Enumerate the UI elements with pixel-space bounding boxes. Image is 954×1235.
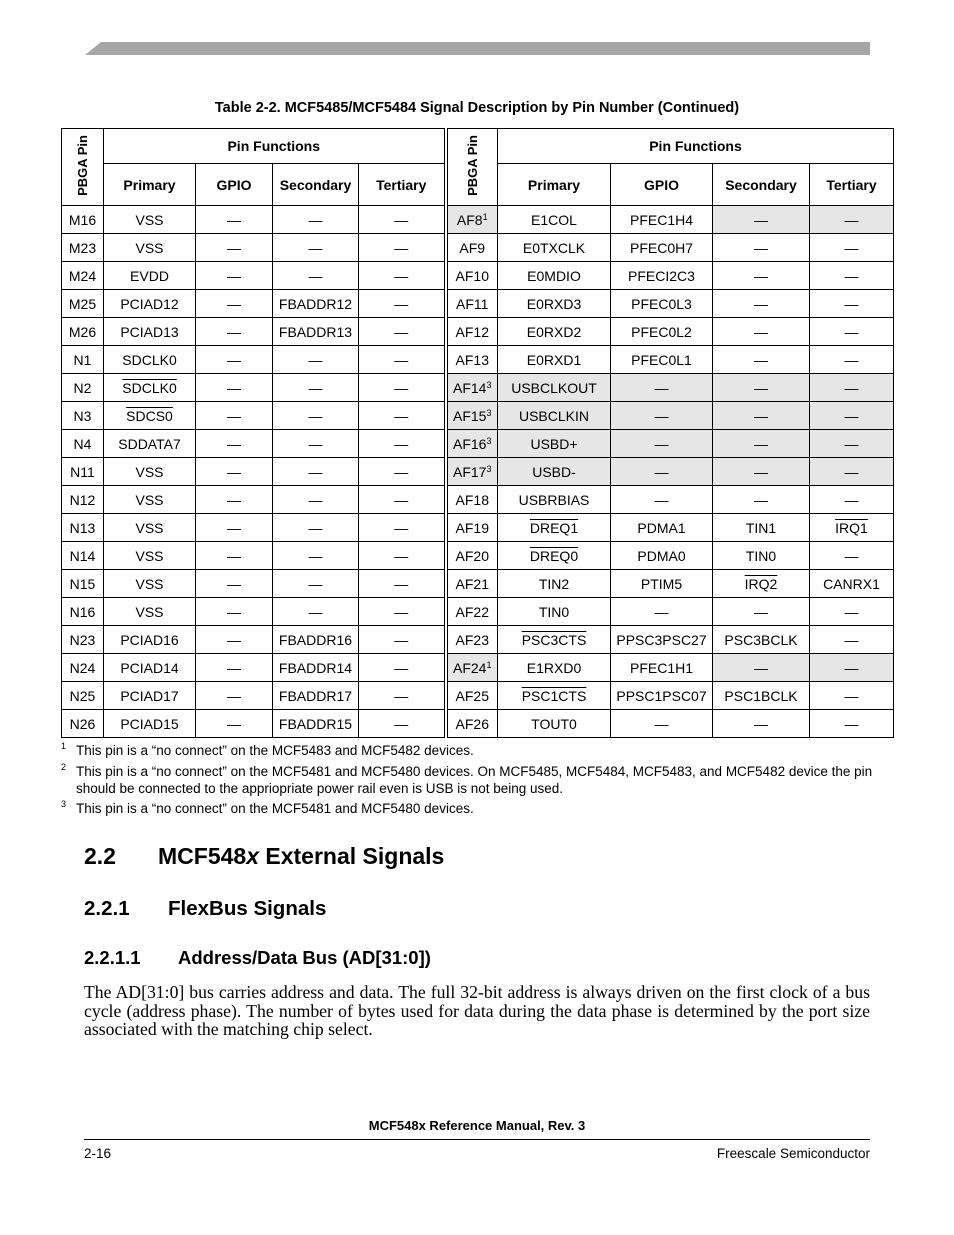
cell-left-pin: N25 — [62, 682, 104, 710]
col-secondary-left: Secondary — [273, 164, 359, 206]
cell-left-pin: N14 — [62, 542, 104, 570]
cell-left-tertiary: — — [359, 374, 446, 402]
subsection-heading: 2.2.1 FlexBus Signals — [84, 897, 327, 920]
cell-left-secondary: FBADDR15 — [273, 710, 359, 738]
table-row — [62, 626, 894, 654]
cell-right-secondary: — — [713, 458, 810, 486]
table-row — [62, 318, 894, 346]
cell-right-gpio: PFECI2C3 — [611, 262, 713, 290]
cell-left-primary: VSS — [104, 542, 196, 570]
cell-left-gpio: — — [196, 374, 273, 402]
cell-right-primary: E0RXD1 — [498, 346, 611, 374]
cell-left-primary: VSS — [104, 570, 196, 598]
cell-left-gpio: — — [196, 570, 273, 598]
cell-right-gpio: PPSC3PSC27 — [611, 626, 713, 654]
cell-right-gpio: PPSC1PSC07 — [611, 682, 713, 710]
cell-left-secondary: FBADDR14 — [273, 654, 359, 682]
cell-left-gpio: — — [196, 346, 273, 374]
cell-right-pin: AF19 — [446, 514, 498, 542]
cell-left-secondary: — — [273, 570, 359, 598]
cell-left-tertiary: — — [359, 262, 446, 290]
cell-right-gpio: PFEC1H4 — [611, 206, 713, 234]
cell-right-pin: AF12 — [446, 318, 498, 346]
cell-left-gpio: — — [196, 514, 273, 542]
cell-left-pin: M25 — [62, 290, 104, 318]
cell-right-primary: E0RXD2 — [498, 318, 611, 346]
table-row — [62, 654, 894, 682]
cell-left-pin: M24 — [62, 262, 104, 290]
cell-left-tertiary: — — [359, 626, 446, 654]
cell-left-gpio: — — [196, 318, 273, 346]
cell-right-tertiary: — — [810, 682, 894, 710]
cell-right-pin: AF20 — [446, 542, 498, 570]
cell-right-primary: E0TXCLK — [498, 234, 611, 262]
cell-left-primary: PCIAD17 — [104, 682, 196, 710]
cell-right-gpio: PFEC0L3 — [611, 290, 713, 318]
cell-left-primary: PCIAD15 — [104, 710, 196, 738]
col-tertiary-left: Tertiary — [359, 164, 446, 206]
footnote-1: 1 This pin is a “no connect” on the MCF5483 and MCF5482 devices. — [61, 741, 474, 758]
cell-right-secondary: PSC3BCLK — [713, 626, 810, 654]
cell-left-tertiary: — — [359, 318, 446, 346]
cell-left-secondary: — — [273, 514, 359, 542]
table-row — [62, 542, 894, 570]
cell-right-primary: USBCLKOUT — [498, 374, 611, 402]
cell-left-tertiary: — — [359, 598, 446, 626]
cell-right-secondary: — — [713, 346, 810, 374]
cell-right-pin: $AF14^3$ — [446, 374, 498, 402]
cell-right-gpio: PFEC1H1 — [611, 654, 713, 682]
cell-right-pin: $AF24^1$ — [446, 654, 498, 682]
cell-left-tertiary: — — [359, 290, 446, 318]
cell-right-primary: USBCLKIN — [498, 402, 611, 430]
cell-left-pin: N1 — [62, 346, 104, 374]
cell-left-primary: PCIAD12 — [104, 290, 196, 318]
cell-left-secondary: — — [273, 458, 359, 486]
cell-right-pin: $AF8^1$ — [446, 206, 498, 234]
cell-right-pin: $AF16^3$ — [446, 430, 498, 458]
col-gpio-left: GPIO — [196, 164, 273, 206]
cell-left-pin: M26 — [62, 318, 104, 346]
cell-left-secondary: FBADDR16 — [273, 626, 359, 654]
cell-left-tertiary: — — [359, 458, 446, 486]
cell-left-secondary: — — [273, 542, 359, 570]
cell-left-pin: N24 — [62, 654, 104, 682]
cell-left-tertiary: — — [359, 234, 446, 262]
cell-right-pin: AF25 — [446, 682, 498, 710]
cell-left-tertiary: — — [359, 654, 446, 682]
cell-left-pin: N3 — [62, 402, 104, 430]
cell-left-gpio: — — [196, 486, 273, 514]
cell-right-tertiary: — — [810, 234, 894, 262]
footer-title: MCF548x Reference Manual, Rev. 3 — [368, 1118, 586, 1133]
cell-right-pin: $AF15^3$ — [446, 402, 498, 430]
table-row — [62, 374, 894, 402]
cell-left-pin: N4 — [62, 430, 104, 458]
cell-right-primary: USBRBIAS — [498, 486, 611, 514]
cell-right-primary: TIN0 — [498, 598, 611, 626]
cell-right-secondary: — — [713, 234, 810, 262]
cell-right-tertiary: — — [810, 346, 894, 374]
cell-left-gpio: — — [196, 458, 273, 486]
cell-right-tertiary: — — [810, 458, 894, 486]
cell-right-secondary: — — [713, 654, 810, 682]
cell-left-secondary: — — [273, 374, 359, 402]
cell-right-secondary: — — [713, 262, 810, 290]
cell-right-tertiary: — — [810, 710, 894, 738]
cell-left-primary: SDDATA7 — [104, 430, 196, 458]
cell-right-primary: E0MDIO — [498, 262, 611, 290]
cell-right-pin: AF21 — [446, 570, 498, 598]
cell-right-pin: AF11 — [446, 290, 498, 318]
cell-right-primary: E1COL — [498, 206, 611, 234]
cell-right-primary: E1RXD0 — [498, 654, 611, 682]
table-row — [62, 598, 894, 626]
cell-right-gpio: PDMA0 — [611, 542, 713, 570]
table-row — [62, 234, 894, 262]
cell-left-gpio: — — [196, 234, 273, 262]
cell-right-secondary: — — [713, 430, 810, 458]
cell-left-tertiary: — — [359, 206, 446, 234]
cell-right-tertiary: — — [810, 318, 894, 346]
cell-right-secondary: — — [713, 486, 810, 514]
cell-right-secondary: TIN1 — [713, 514, 810, 542]
cell-right-gpio: PFEC0L1 — [611, 346, 713, 374]
cell-left-gpio: — — [196, 710, 273, 738]
cell-left-secondary: — — [273, 430, 359, 458]
cell-left-pin: N23 — [62, 626, 104, 654]
cell-left-secondary: FBADDR13 — [273, 318, 359, 346]
cell-right-gpio: PFEC0H7 — [611, 234, 713, 262]
table-row — [62, 570, 894, 598]
cell-right-pin: AF23 — [446, 626, 498, 654]
cell-right-primary: DREQ0 — [498, 542, 611, 570]
cell-left-tertiary: — — [359, 346, 446, 374]
cell-left-secondary: FBADDR12 — [273, 290, 359, 318]
cell-left-gpio: — — [196, 542, 273, 570]
cell-right-primary: TIN2 — [498, 570, 611, 598]
cell-left-gpio: — — [196, 402, 273, 430]
cell-left-tertiary: — — [359, 514, 446, 542]
cell-left-primary: PCIAD13 — [104, 318, 196, 346]
cell-left-pin: N16 — [62, 598, 104, 626]
pin-functions-header-right: Pin Functions — [498, 129, 894, 164]
cell-right-secondary: — — [713, 402, 810, 430]
cell-left-pin: N12 — [62, 486, 104, 514]
cell-left-secondary: — — [273, 346, 359, 374]
cell-right-gpio: — — [611, 430, 713, 458]
cell-left-pin: N13 — [62, 514, 104, 542]
cell-right-tertiary: — — [810, 290, 894, 318]
cell-right-pin: AF18 — [446, 486, 498, 514]
cell-right-tertiary: — — [810, 402, 894, 430]
cell-right-secondary: — — [713, 206, 810, 234]
cell-left-tertiary: — — [359, 682, 446, 710]
cell-right-secondary: — — [713, 374, 810, 402]
cell-right-primary: DREQ1 — [498, 514, 611, 542]
cell-left-secondary: — — [273, 402, 359, 430]
header-bar — [85, 42, 870, 55]
cell-right-secondary: — — [713, 318, 810, 346]
cell-right-tertiary: — — [810, 626, 894, 654]
cell-right-tertiary: — — [810, 262, 894, 290]
cell-right-primary: USBD+ — [498, 430, 611, 458]
table-row — [62, 486, 894, 514]
cell-right-secondary: — — [713, 710, 810, 738]
cell-right-primary: TOUT0 — [498, 710, 611, 738]
cell-right-pin: $AF17^3$ — [446, 458, 498, 486]
cell-right-tertiary: — — [810, 430, 894, 458]
cell-left-tertiary: — — [359, 486, 446, 514]
table-row — [62, 430, 894, 458]
signal-table — [61, 128, 894, 738]
cell-left-primary: EVDD — [104, 262, 196, 290]
cell-left-secondary: — — [273, 262, 359, 290]
cell-right-gpio: — — [611, 458, 713, 486]
col-gpio-right: GPIO — [611, 164, 713, 206]
cell-left-gpio: — — [196, 290, 273, 318]
cell-right-pin: AF13 — [446, 346, 498, 374]
cell-left-primary: SDCLK0 — [104, 374, 196, 402]
table-row — [62, 346, 894, 374]
cell-right-secondary: PSC1BCLK — [713, 682, 810, 710]
col-primary-left: Primary — [104, 164, 196, 206]
body-paragraph: The AD[31:0] bus carries address and data. The full 32-bit address is always driven on the first clock of a bus cycle (address phase). The number of bytes used for data during the data phase is determined by the port size associated with the matching chip select. — [84, 982, 870, 1039]
subsubsection-heading: 2.2.1.1 Address/Data Bus (AD[31:0]) — [84, 947, 431, 968]
cell-left-gpio: — — [196, 598, 273, 626]
table-caption: Table 2-2. MCF5485/MCF5484 Signal Description by Pin Number (Continued) — [214, 100, 740, 116]
table-row — [62, 458, 894, 486]
footnote-2: 2 This pin is a “no connect” on the MCF5481 and MCF5480 devices. On MCF5485, MCF5484, MCF5483, and MCF5482 device the pin should be connected to the appriopriate power rail even is USB is not being used. — [61, 762, 873, 796]
cell-left-tertiary: — — [359, 710, 446, 738]
col-secondary-right: Secondary — [713, 164, 810, 206]
cell-right-pin: AF22 — [446, 598, 498, 626]
cell-left-pin: N26 — [62, 710, 104, 738]
cell-left-secondary: FBADDR17 — [273, 682, 359, 710]
cell-right-secondary: TIN0 — [713, 542, 810, 570]
cell-left-gpio: — — [196, 430, 273, 458]
table-row — [62, 206, 894, 234]
cell-left-tertiary: — — [359, 402, 446, 430]
cell-left-pin: M23 — [62, 234, 104, 262]
cell-left-gpio: — — [196, 626, 273, 654]
col-tertiary-right: Tertiary — [810, 164, 894, 206]
pin-header-left: PBGA Pin — [62, 129, 104, 206]
cell-right-gpio: — — [611, 486, 713, 514]
cell-left-secondary: — — [273, 598, 359, 626]
cell-left-primary: VSS — [104, 234, 196, 262]
cell-right-primary: E0RXD3 — [498, 290, 611, 318]
cell-left-secondary: — — [273, 486, 359, 514]
table-row — [62, 682, 894, 710]
cell-left-primary: VSS — [104, 486, 196, 514]
cell-left-pin: N11 — [62, 458, 104, 486]
cell-left-pin: M16 — [62, 206, 104, 234]
table-row — [62, 262, 894, 290]
pin-header-right: PBGA Pin — [446, 129, 498, 206]
cell-left-primary: VSS — [104, 458, 196, 486]
cell-right-gpio: — — [611, 710, 713, 738]
cell-left-primary: VSS — [104, 206, 196, 234]
cell-left-pin: N15 — [62, 570, 104, 598]
cell-right-secondary: — — [713, 290, 810, 318]
cell-right-secondary: IRQ2 — [713, 570, 810, 598]
cell-right-tertiary: — — [810, 654, 894, 682]
cell-left-pin: N2 — [62, 374, 104, 402]
cell-right-gpio: — — [611, 598, 713, 626]
cell-right-gpio: — — [611, 374, 713, 402]
cell-left-secondary: — — [273, 234, 359, 262]
table-row — [62, 514, 894, 542]
cell-right-tertiary: — — [810, 542, 894, 570]
cell-left-tertiary: — — [359, 542, 446, 570]
cell-right-tertiary: — — [810, 486, 894, 514]
company-name: Freescale Semiconductor — [716, 1146, 870, 1161]
cell-right-tertiary: — — [810, 374, 894, 402]
cell-left-gpio: — — [196, 206, 273, 234]
cell-left-primary: PCIAD14 — [104, 654, 196, 682]
cell-right-tertiary: — — [810, 598, 894, 626]
col-primary-right: Primary — [498, 164, 611, 206]
cell-left-primary: VSS — [104, 514, 196, 542]
cell-right-tertiary: CANRX1 — [810, 570, 894, 598]
cell-right-gpio: PTIM5 — [611, 570, 713, 598]
page-number: 2-16 — [84, 1146, 112, 1161]
table-row — [62, 710, 894, 738]
cell-left-gpio: — — [196, 654, 273, 682]
cell-right-pin: AF10 — [446, 262, 498, 290]
cell-right-gpio: — — [611, 402, 713, 430]
cell-right-primary: PSC1CTS — [498, 682, 611, 710]
section-heading: 2.2 MCF548x External Signals — [84, 843, 445, 869]
table-row — [62, 402, 894, 430]
cell-right-tertiary: IRQ1 — [810, 514, 894, 542]
cell-left-secondary: — — [273, 206, 359, 234]
cell-left-primary: SDCLK0 — [104, 346, 196, 374]
pin-functions-header-left: Pin Functions — [104, 129, 446, 164]
cell-right-secondary: — — [713, 598, 810, 626]
cell-right-primary: USBD- — [498, 458, 611, 486]
cell-left-primary: PCIAD16 — [104, 626, 196, 654]
table-row — [62, 290, 894, 318]
cell-right-tertiary: — — [810, 206, 894, 234]
cell-left-tertiary: — — [359, 570, 446, 598]
cell-left-primary: SDCS0 — [104, 402, 196, 430]
cell-left-gpio: — — [196, 262, 273, 290]
footer-divider — [84, 1139, 870, 1140]
cell-right-pin: AF9 — [446, 234, 498, 262]
cell-right-gpio: PDMA1 — [611, 514, 713, 542]
cell-left-gpio: — — [196, 682, 273, 710]
cell-left-primary: VSS — [104, 598, 196, 626]
cell-right-primary: PSC3CTS — [498, 626, 611, 654]
cell-right-pin: AF26 — [446, 710, 498, 738]
cell-right-gpio: PFEC0L2 — [611, 318, 713, 346]
footnote-3: 3 This pin is a “no connect” on the MCF5481 and MCF5480 devices. — [61, 799, 474, 816]
cell-left-tertiary: — — [359, 430, 446, 458]
